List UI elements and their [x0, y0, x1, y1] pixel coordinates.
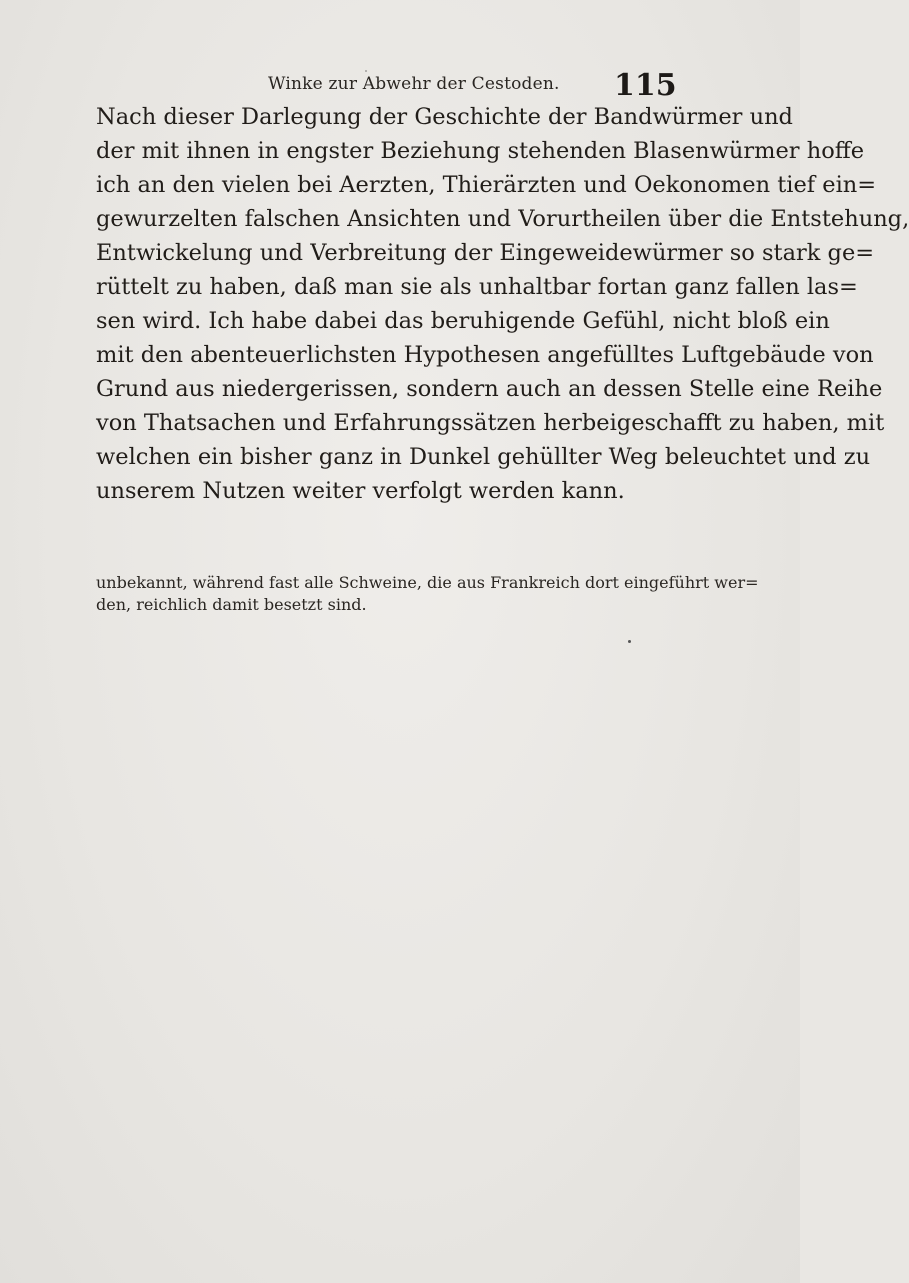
- text-line: ich an den vielen bei Aerzten, Thierärzten und Oekonomen tief ein=: [96, 172, 877, 198]
- paper-speck: [365, 70, 367, 72]
- text-line: Entwickelung und Verbreitung der Eingeweidewürmer so stark ge=: [96, 240, 875, 266]
- text-line: unserem Nutzen weiter verfolgt werden kann.: [96, 478, 625, 504]
- text-line: gewurzelten falschen Ansichten und Vorurtheilen über die Entstehung,: [96, 206, 909, 232]
- paper-speck: [628, 640, 631, 643]
- text-line: Nach dieser Darlegung der Geschichte der Bandwürmer und: [96, 104, 793, 130]
- text-line: der mit ihnen in engster Beziehung stehenden Blasenwürmer hoffe: [96, 138, 865, 164]
- text-line: rüttelt zu haben, daß man sie als unhaltbar fortan ganz fallen las=: [96, 274, 858, 300]
- text-line: sen wird. Ich habe dabei das beruhigende Gefühl, nicht bloß ein: [96, 308, 830, 334]
- text-line: mit den abenteuerlichsten Hypothesen angefülltes Luftgebäude von: [96, 342, 874, 368]
- running-head: Winke zur Abwehr der Cestoden.: [268, 74, 560, 94]
- main-paragraph: [96, 100, 909, 508]
- footnote-line: unbekannt, während fast alle Schweine, die aus Frankreich dort eingeführt wer=: [96, 573, 759, 592]
- text-line: Grund aus niedergerissen, sondern auch an dessen Stelle eine Reihe: [96, 376, 883, 402]
- text-line: welchen ein bisher ganz in Dunkel gehüllter Weg beleuchtet und zu: [96, 444, 871, 470]
- footnote: [96, 572, 759, 616]
- page-number: 115: [614, 68, 677, 103]
- footnote-line: den, reichlich damit besetzt sind.: [96, 595, 367, 614]
- text-line: von Thatsachen und Erfahrungssätzen herbeigeschafft zu haben, mit: [96, 410, 885, 436]
